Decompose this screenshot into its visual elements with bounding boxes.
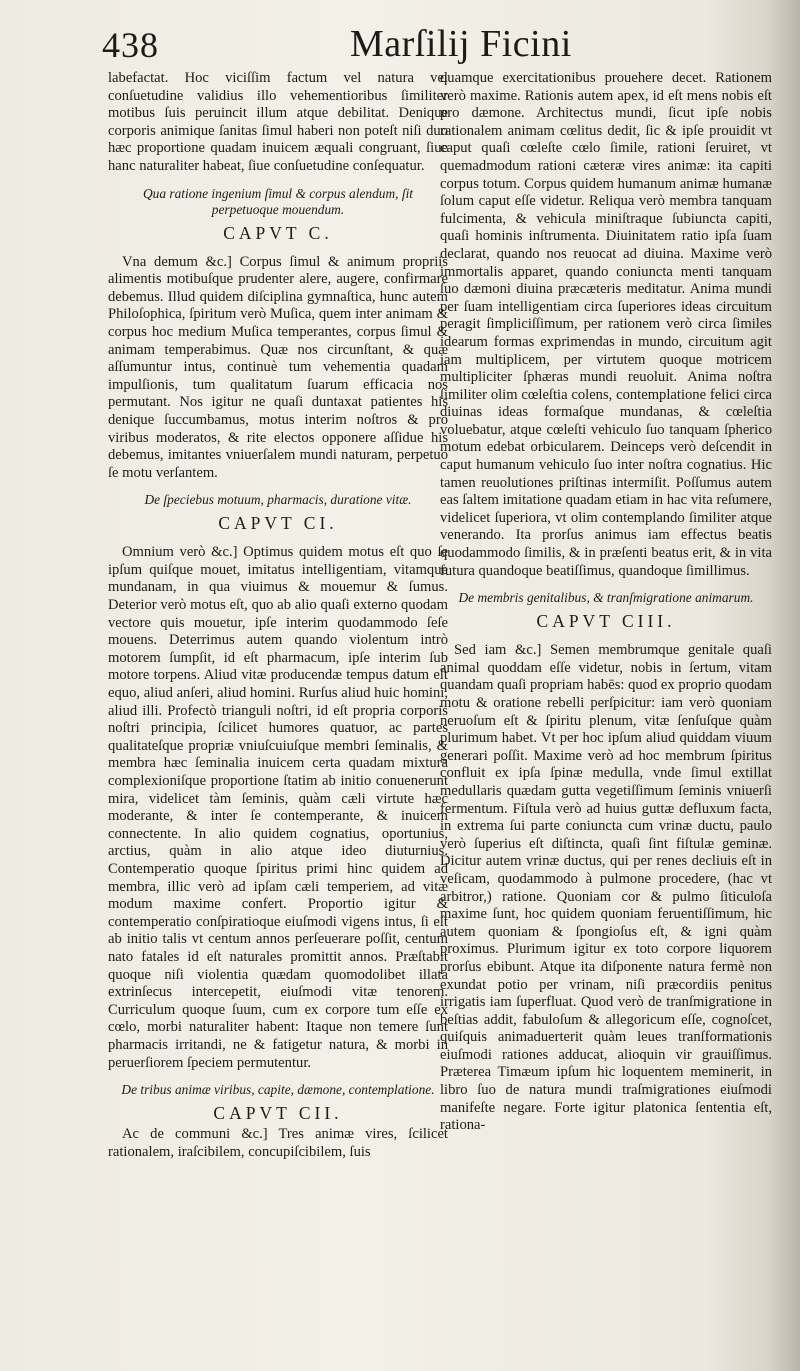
chapter-title: De tribus animæ viribus, capite, dæmone, contemplatione. [121, 1082, 435, 1098]
paragraph: Vna demum &c.] Corpus ſimul & animum propriis alimentis motibuſque prudenter alere, augere, confirmare debemus. Illud quidem diſciplina gymnaſtica, hunc autem Philoſophica, ſpiritum verò Muſica, quem inter animam & corpus hoc medium Muſica temperantes, corpus ſimul & animam temperabimus. Quæ nos circunſtant, & quæ aſſumuntur intus, continuè tum vehementia quadam impulſionis, tum qualitatum ſuarum efficacia nos permutant. Nos igitur ne quaſi duntaxat patientes his denique ſuccumbamus, motus interim noſtros & pro viribus moderatos, & rite electos opponere aſſidue his debemus, imitantes vniuerſalem mundi naturam, perpetuo ſe motu verſantem. [108, 253, 448, 481]
chapter-heading-101 [108, 492, 448, 534]
chapter-heading-103 [440, 590, 772, 632]
chapter-heading-100 [108, 186, 448, 244]
page-number: 438 [102, 25, 159, 65]
chapter-heading-102 [108, 1082, 448, 1124]
paragraph: Ac de communi &c.] Tres animæ vires, ſcilicet rationalem, iraſcibilem, concupiſcibilem, ſuis [108, 1126, 448, 1160]
left-column [108, 70, 448, 1365]
chapter-title: Qua ratione ingenium ſimul & corpus alendum, ſit perpetuoque mouendum. [142, 185, 414, 217]
chapter-number: CAPVT CII. [213, 1103, 343, 1124]
chapter-title: De ſpeciebus motuum, pharmacis, duratione vitæ. [144, 492, 412, 508]
chapter-number: CAPVT CI. [218, 513, 338, 534]
right-column [440, 70, 772, 1365]
chapter-number: CAPVT C. [223, 222, 333, 243]
paragraph: quamque exercitationibus prouehere decet. Rationem verò maxime. Rationis autem apex, id eſt mens nobis eſt pro dæmone. Architectus mundi, ſicut ipſe nobis rationalem animam cœlitus dedit, ſic & ipſe prouidit vt caput quaſi cœleſte cœlo ſimile, rationi ſeruiret, vt quemadmodum rationi cæteræ vires animæ: ita capiti corpus totum. Corpus quidem humanum animæ humanæ ſolum caput eſſe videtur. Reliqua verò membra tanquam fulcimenta, & vehicula miniſtraque ſubiuncta capiti, quaſi hominis inſtrumenta. Diuinitatem ratio ipſa ſuam declarat, quando nos reuocat ad diuina. Maxime verò immortalis apparet, quando coniuncta menti tanquam ſuo dæmoni diuina præcæteris meditatur. Anima mundi per ſuam intelligentiam circa ſuperiores ideas circuitum peragit ſimpliciſſimum, per rationem verò circa ſimiles idearum formas exprimendas in mundo, circuitum agit iam multiplicem, per virtutem quoque motricem multipliciter ſphæras mundi reuoluit. Anima noſtra ſimiliter olim cœleſtia colens, contemplatione felici circa diuinas ideas formaſque mundanas, & cœleſtia voluebatur, atque cœleſti vehiculo ſuo tanquam ſpherico motum edebat orbicularem. Deinceps verò deſcendit in caput humanum vehiculo ſuo inter noſtra cognatius. Hic tamen reuolutiones priſtinas intermiſit. Poſſumus autem eas ſaltem imitatione quadam etiam in hac vita reſumere, videlicet ſuperiora, vt olim contemplando ſimiliter atque venerando. Ita prorſus animus iam effectus beatis quodammodo ſimilis, & in præſenti beatus erit, & in vita futura quandoque beatiſſimus, quandoque ſimillimus. [440, 70, 772, 579]
running-head: Marſilij Ficini [350, 23, 572, 65]
paragraph: Omnium verò &c.] Optimus quidem motus eſt quo ſe ipſum quiſque mouet, imitatus intelligentiam, vitamque mundanam, in qua viuimus & mouemur & ſumus. Deterior verò motus eſt, quo ab alio quaſi externo quodam vectore quis mouetur, ipſe interim quodammodo ſeſe mouens. Deterrimus autem quando violentum intrò motorem ſumpſit, id eſt pharmacum, ipſe interim ſub motore torpens. Aliud vitæ producendæ tempus datum eſt equo, aliud anſeri, aliud homini. Rurſus aliud huic homini, aliud illi. Profectò trianguli noſtri, id eſt propria corporis noſtri principia, ſcilicet humores quatuor, ac partes qualitateſque propriæ vniuſcuiuſque membri ſeminalis, & membra hæc ſeminalia inuicem certa quadam mixtura complexioniſque proportione ſtatim ab initio conuenerunt mira, videlicet tàm ſeminis, quàm cæli virtute hæc moderante, & inter ſe contemperante, & inuicem connectente. In alio quidem cognatius, oportunius, arctius, quàm in alio atque ideo diuturnius. Contemperatio quoque ſpiritus primi hinc quidem ad membra, illic verò ad ipſam cæli temperiem, ad vitæ modum maxime confert. Proportio igitur & contemperatio conſpiratioque eiuſmodi vigens intus, ſi eſt ab initio talis vt centum annos perſeuerare poſſit, centum nato fatales id eſt naturales promittit annos. Præſtabit quoque niſi violentia quædam quomodolibet illata extrinſecus intercepetit, eiuſmodi vitæ tenorem. Curriculum quoque ſuum, cum ex corpore tum eſſe ex cœlo, morbi naturaliter habent: Itaque non temere ſunt pharmacis irritandi, ne & fatigetur natura, & morbi in peruerſiorem ſpeciem permutentur. [108, 544, 448, 1071]
paragraph: Sed iam &c.] Semen membrumque genitale quaſi animal quoddam eſſe videtur, nobis in ſertum, vitam quandam quaſi propriam habēs: quod ex proprio quodam motu & oratione rebelli perſpicitur: iam verò quoniam neruoſum eſt & ſpiritu plenum, vitæ ſenſuſque quàm plurimum habet. Vt per hoc ipſum aliud quiddam viuum generari poſſit. Maxime verò ad hoc membrum ſpiritus confluit ex ipſa ſpinæ medulla, vnde ſimul extillat medullaris quædam gutta vegetiſſimum ſeminis vniuerſi fermentum. Fiſtula verò ad huius guttæ defluxum facta, in extrema ſui parte coniuncta cum vrinæ ductu, paulo verò ſuperius eſt diſtincta, quaſi ſint fiſtulæ geminæ. Dicitur autem vrinæ ductus, qui per renes decliuis eſt in veſicam, quodammodo à pulmone procedere, (hac vt arbitror,) ratione. Quoniam cor & pulmo ſiticuloſa maxime ſunt, hoc quidem quoniam feruentiſſimum, hic autem quoniam & ſpongioſus eſt, & igni quàm proximus. Plurimum igitur ex toto corpore liquorem prorſus ebibunt. Atque ita diſponente natura fermè non exundat potio per vrinam, niſi præcordiis penitus irrigatis iam ſuperfluat. Quod verò de tranſmigratione in beſtias addit, fabuloſum & allegoricum eſſe, cognoſcet, quiſquis animaduerterit quàm leues tranſformationis eiuſmodi rationes adducat, alioquin vir grauiſſimus. Præterea Timæum ipſum hic loquentem meminerit, in libro ſuo de natura mundi traſmigrationes eiuſmodi manifeſte negare. Forte igitur platonica ſententia eſt, rationa- [440, 642, 772, 1134]
paragraph: labefactat. Hoc viciſſim factum vel natura vel conſuetudine validius illo vehementioribus ſimiliter motibus ſuis peruincit illum atque debilitat. Denique corporis animique ſanitas ſimul haberi non poteſt niſi duo hæc proportione quadam inuicem æquali congruant, ſiue hanc naturaliter habeat, ſiue conſuetudine conſequatur. [108, 70, 448, 174]
chapter-number: CAPVT CIII. [536, 611, 676, 632]
chapter-title: De membris genitalibus, & tranſmigratione animarum. [458, 590, 754, 606]
page-header [0, 18, 800, 66]
